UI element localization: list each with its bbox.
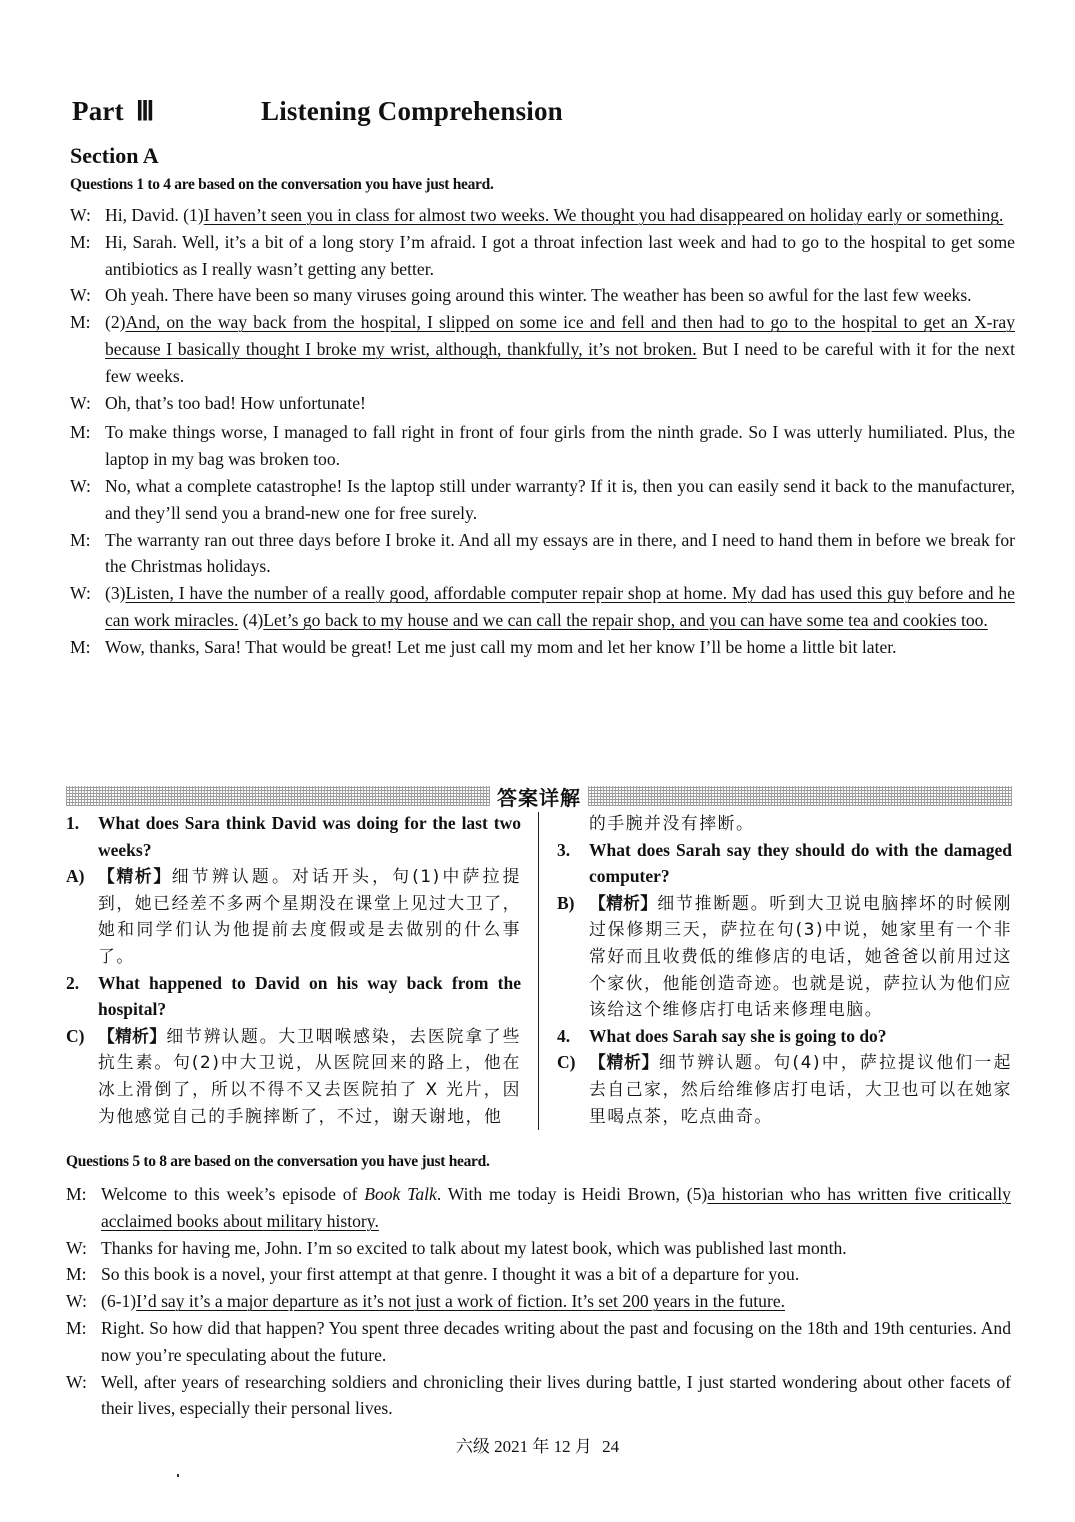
speaker-label: W: — [70, 285, 91, 306]
dialog-turn: W: (6-1)I’d say it’s a major departure as it’s not just a work of fiction. It’s set 200 years in the future. — [66, 1288, 1011, 1315]
answer-explanation-title: 答案详解 — [497, 785, 581, 810]
answer-explanation-banner — [66, 782, 1012, 810]
answer-option: B) — [557, 892, 575, 913]
speaker-label: W: — [70, 392, 91, 413]
speaker-label: W: — [66, 1291, 87, 1312]
answers-right-column — [557, 810, 1012, 1129]
page-footer — [0, 1432, 1075, 1457]
explanation: C) 【精析】细节辨认题。句(4)中，萨拉提议他们一起去自己家，然后给维修店打电话，大卫也可以在她家里喝点茶，吃点曲奇。 — [557, 1049, 1012, 1129]
dialog-turn: M: (2)And, on the way back from the hospital, I slipped on some ice and fell and then had to go to the hospital to get an X-ray because I basically thought I broke my wrist, although, thankfully, it’s not broken. But I need to be careful with it for the next few weeks. — [70, 309, 1015, 389]
key-sentence-2: And, on the way back from the hospital, I slipped on some ice and fell and then had to go to the hospital to get an X-ray because I basically thought I broke my wrist, although, thankfully, it’s not broken. — [105, 312, 1015, 359]
question-number: 4. — [557, 1025, 571, 1046]
speaker-label: W: — [66, 1371, 87, 1392]
part-name: Listening Comprehension — [261, 96, 563, 126]
key-sentence-1: I haven’t seen you in class for almost two weeks. We thought you had disappeared on holiday early or something. — [203, 205, 1004, 225]
scan-speck — [177, 1474, 179, 1477]
dialog-turn: M: Hi, Sarah. Well, it’s a bit of a long story I’m afraid. I got a throat infection last week and had to go to the hospital to get some antibiotics as I really wasn’t getting any better. — [70, 229, 1015, 283]
speaker-label: M: — [66, 1317, 87, 1338]
book-title: Book Talk — [364, 1184, 437, 1204]
speaker-label: M: — [70, 529, 91, 550]
explanation: A) 【精析】细节辨认题。对话开头，句(1)中萨拉提到，她已经差不多两个星期没在课堂上见过大卫了，她和同学们认为他提前去度假或是去做别的什么事了。 — [66, 863, 521, 969]
dialog-turn: M: Right. So how did that happen? You spent three decades writing about the past and focusing on the 18th and 19th centuries. And now you’re speculating about the future. — [66, 1315, 1011, 1369]
speaker-label: M: — [70, 231, 91, 252]
dialog-turn: W: No, what a complete catastrophe! Is the laptop still under warranty? If it is, then you can easily send it back to the manufacturer, and they’ll send you a brand-new one for free surely. — [70, 473, 1015, 527]
speaker-label: W: — [70, 475, 91, 496]
section-heading: Section A — [70, 143, 159, 168]
speaker-label: M: — [70, 636, 91, 657]
analysis-tag: 【精析】 — [589, 892, 658, 913]
dialog-turn: W: Well, after years of researching soldiers and chronicling their lives during battle, I just started wondering about other facets of their lives, especially their personal lives. — [66, 1369, 1011, 1423]
dialog-turn: W: Hi, David. (1)I haven’t seen you in class for almost two weeks. We thought you had disappeared on holiday early or something. — [70, 202, 1015, 229]
dialog-turn: M: The warranty ran out three days before I broke it. And all my essays are in there, and I need to hand them in before we break for the Christmas holidays. — [70, 527, 1015, 581]
speaker-label: M: — [70, 422, 91, 443]
hatch-decoration — [588, 786, 1012, 806]
answer-item-1 — [66, 810, 521, 970]
question-number: 1. — [66, 813, 80, 833]
answer-option: A) — [66, 866, 85, 887]
questions-1-4-intro: Questions 1 to 4 are based on the conversation you have just heard. — [70, 176, 494, 193]
key-sentence-5: a historian who has written five critically acclaimed books about military history. — [101, 1184, 1011, 1231]
dialog-turn: W: Thanks for having me, John. I’m so excited to talk about my latest book, which was published last month. — [66, 1235, 1011, 1262]
question: 3. What does Sarah say they should do with the damaged computer? — [557, 837, 1012, 890]
speaker-label: M: — [70, 312, 91, 333]
explanation: C) 【精析】细节辨认题。大卫咽喉感染，去医院拿了些抗生素。句(2)中大卫说，从医院回来的路上，他在冰上滑倒了，所以不得不又去医院拍了 X 光片，因为他感觉自己的手腕摔断了，不过，谢天谢地，他 — [66, 1023, 521, 1129]
analysis-tag: 【精析】 — [98, 1025, 167, 1046]
analysis-tag: 【精析】 — [589, 1052, 659, 1073]
dialog-turn: M: To make things worse, I managed to fall right in front of four girls from the ninth grade. So I was utterly humiliated. Plus, the laptop in my bag was broken too. — [70, 419, 1015, 473]
conversation-1 — [70, 202, 1015, 661]
speaker-label: M: — [66, 1184, 87, 1204]
answer-item-2 — [66, 970, 521, 1130]
question-number: 3. — [557, 839, 571, 860]
column-divider — [538, 812, 539, 1130]
answer-option: C) — [66, 1025, 85, 1046]
answer-item-4 — [557, 1023, 1012, 1129]
question: 4. What does Sarah say she is going to do? — [557, 1023, 1012, 1050]
speaker-label: W: — [70, 583, 91, 604]
exam-label: 六级 2021 年 12 月 — [455, 1437, 592, 1456]
dialog-turn: M: Welcome to this week’s episode of Book Talk. With me today is Heidi Brown, (5)a historian who has written five critically acclaimed books about military history. — [66, 1181, 1011, 1235]
question: 1. What does Sara think David was doing for the last two weeks? — [66, 810, 521, 863]
hatch-decoration — [66, 786, 490, 806]
dialog-turn: W: Oh yeah. There have been so many viruses going around this winter. The weather has been so awful for the last few weeks. — [70, 282, 1015, 309]
dialog-turn: M: So this book is a novel, your first attempt at that genre. I thought it was a bit of a departure for you. — [66, 1261, 1011, 1288]
explanation: B) 【精析】细节推断题。听到大卫说电脑摔坏的时候刚过保修期三天，萨拉在句(3)中说，她家里有一个非常好而且收费低的维修店的电话，她爸爸以前用过这个家伙，他能创造奇迹。也就是说，萨拉认为他们应该给这个维修店打电话来修理电脑。 — [557, 890, 1012, 1023]
analysis-tag: 【精析】 — [98, 866, 172, 887]
dialog-turn: W: (3)Listen, I have the number of a really good, affordable computer repair shop at home. My dad has used this guy before and he can work miracles. (4)Let’s go back to my house and we can call the repair shop, and you can have some tea and cookies too. — [70, 580, 1015, 634]
conversation-2 — [66, 1181, 1011, 1422]
question-number: 2. — [66, 972, 80, 993]
explanation-continuation: 的手腕并没有摔断。 — [589, 813, 755, 833]
dialog-turn: W: Oh, that’s too bad! How unfortunate! — [70, 390, 1015, 417]
answers-left-column — [66, 810, 521, 1129]
key-sentence-6-1: I’d say it’s a major departure as it’s not just a work of fiction. It’s set 200 years in the future. — [136, 1291, 786, 1312]
key-sentence-4: Let’s go back to my house and we can call the repair shop, and you can have some tea and cookies too. — [263, 609, 988, 630]
key-sentence-3: Listen, I have the number of a really good, affordable computer repair shop at home. My dad has used this guy before and he can work miracles. — [105, 583, 1015, 630]
question: 2. What happened to David on his way back from the hospital? — [66, 970, 521, 1023]
answer-item-3 — [557, 837, 1012, 1023]
speaker-label: M: — [66, 1264, 87, 1285]
speaker-label: W: — [66, 1237, 87, 1258]
part-heading — [72, 96, 563, 127]
part-number: Ⅲ — [135, 96, 155, 126]
page-number: 24 — [602, 1437, 620, 1456]
answer-option: C) — [557, 1052, 576, 1073]
speaker-label: W: — [70, 205, 91, 225]
dialog-turn: M: Wow, thanks, Sara! That would be great! Let me just call my mom and let her know I’ll be home a little bit later. — [70, 634, 1015, 661]
part-label: Part — [72, 96, 124, 126]
questions-5-8-intro: Questions 5 to 8 are based on the conversation you have just heard. — [66, 1153, 490, 1170]
